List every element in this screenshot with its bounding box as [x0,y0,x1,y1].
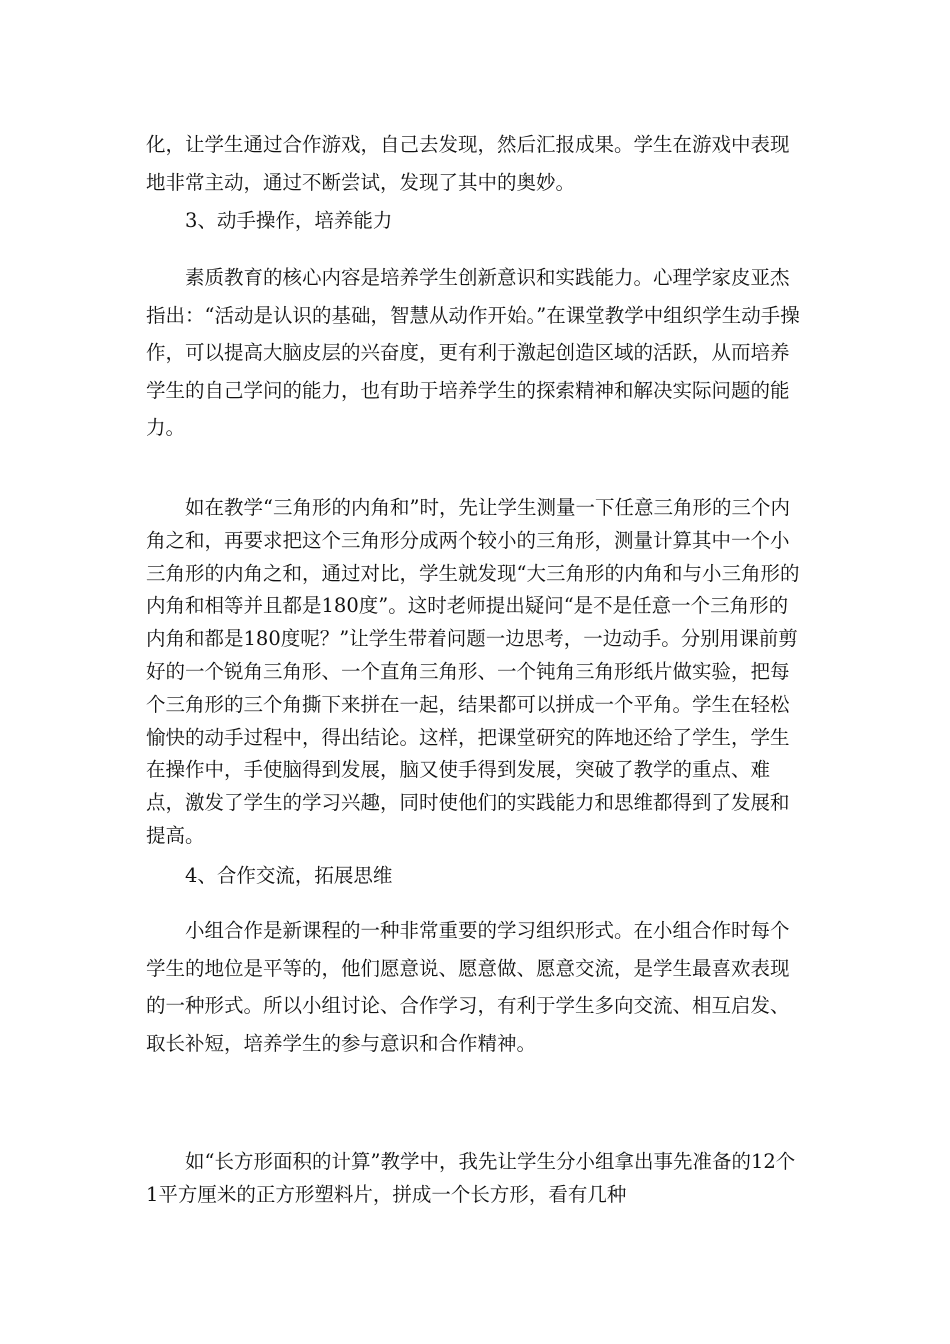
paragraph-rectangle-example: 如“长方形面积的计算”教学中，我先让学生分小组拿出事先准备的12个1平方厘米的正方形塑料片，拼成一个长方形，看有几种 [146,1150,796,1206]
paragraph-practice-intro: 素质教育的核心内容是培养学生创新意识和实践能力。心理学家皮亚杰指出：“活动是认识的基础，智慧从动作开始。”在课堂教学中组织学生动手操作，可以提高大脑皮层的兴奋度，更有利于激起创造区域的活跃，从而培养学生的自己学问的能力，也有助于培养学生的探索精神和解决实际问题的能力。 [146,266,800,440]
paragraph-group-cooperation: 小组合作是新课程的一种非常重要的学习组织形式。在小组合作时每个学生的地位是平等的，他们愿意说、愿意做、愿意交流，是学生最喜欢表现的一种形式。所以小组讨论、合作学习，有利于学生多向交流、相互启发、取长补短，培养学生的参与意识和合作精神。 [146,919,790,1055]
section-heading-4: 4、合作交流，拓展思维 [185,864,393,887]
paragraph-triangle-example: 如在教学“三角形的内角和”时，先让学生测量一下任意三角形的三个内角之和，再要求把这个三角形分成两个较小的三角形，测量计算其中一个小三角形的内角之和，通过对比，学生就发现“大三角形的内角和与小三角形的内角和相等并且都是180度”。这时老师提出疑问“是不是任意一个三角形的内角和都是180度呢？”让学生带着问题一边思考，一边动手。分别用课前剪好的一个锐角三角形、一个直角三角形、一个钝角三角形纸片做实验，把每个三角形的三个角撕下来拼在一起，结果都可以拼成一个平角。学生在轻松愉快的动手过程中，得出结论。这样，把课堂研究的阵地还给了学生，学生在操作中，手使脑得到发展，脑又使手得到发展，突破了教学的重点、难点，激发了学生的学习兴趣，同时使他们的实践能力和思维都得到了发展和提高。 [146,496,800,847]
paragraph-continuation: 化，让学生通过合作游戏，自己去发现，然后汇报成果。学生在游戏中表现地非常主动，通过不断尝试，发现了其中的奥妙。 [146,133,790,194]
section-heading-3: 3、动手操作，培养能力 [185,209,393,232]
